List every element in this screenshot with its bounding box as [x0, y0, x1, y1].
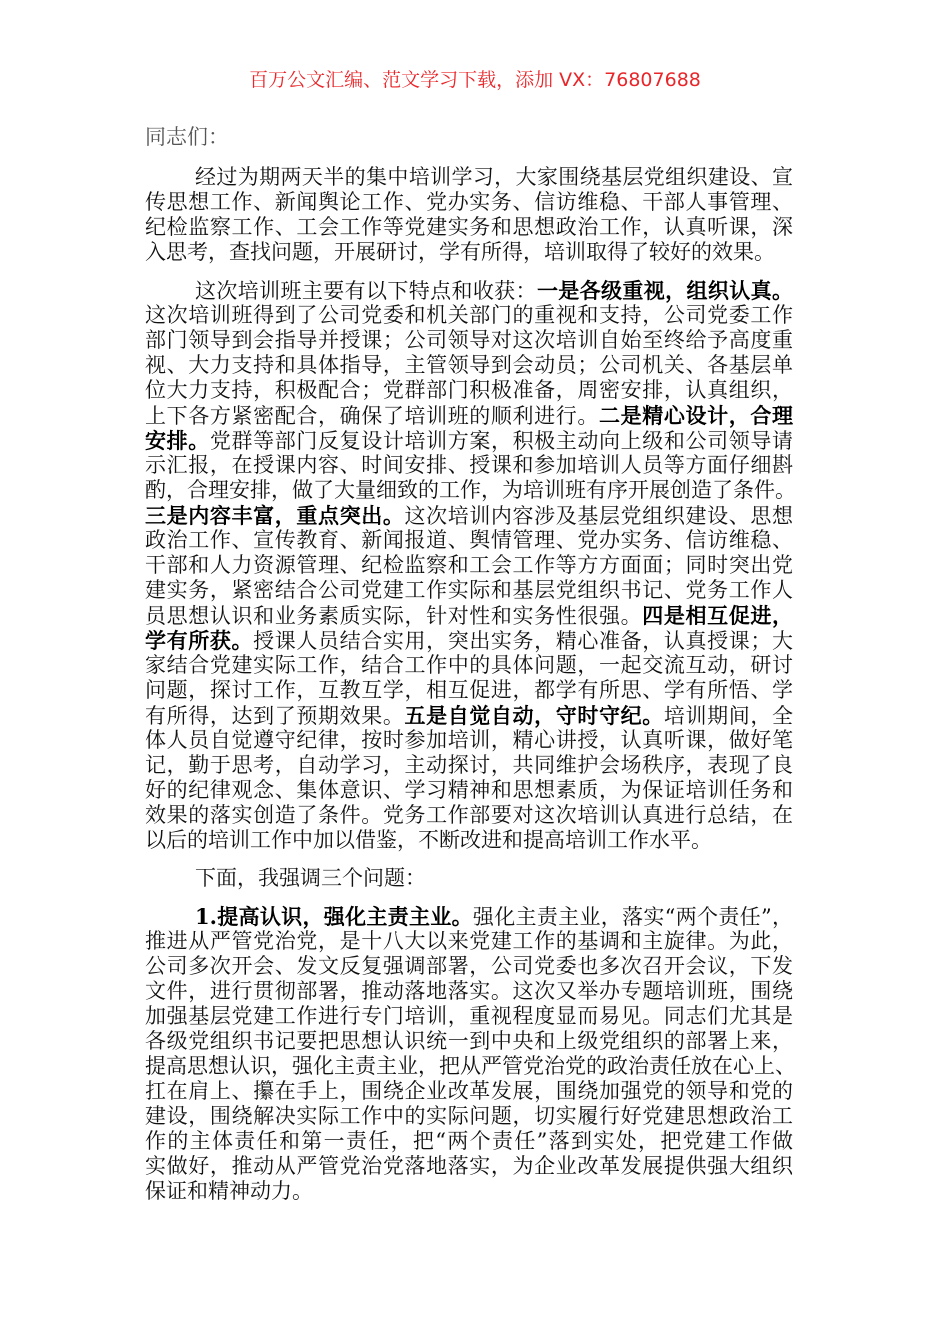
text-line [145, 190, 793, 215]
body-text: 公司多次开会、发文反复强调部署，公司党委也多次召开会议，下发 [145, 954, 793, 978]
body-text: 上下各方紧密配合，确保了培训班的顺利进行。 [145, 404, 600, 428]
text-line [145, 628, 793, 653]
body-text: 体人员自觉遵守纪律，按时参加培训，精心讲授，认真听课，做好笔 [145, 728, 793, 752]
text-line [145, 478, 796, 503]
body-text: 提高思想认识，强化主责主业，把从严管党治党的政治责任放在心上、 [145, 1054, 796, 1078]
body-text: 家结合党建实际工作，结合工作中的具体问题，一起交流互动，研讨 [145, 653, 793, 677]
body-text: 保证和精神动力。 [145, 1179, 313, 1203]
body-text: 入思考，查找问题，开展研讨，学有所得，培训取得了较好的效果。 [145, 240, 775, 264]
text-line [145, 1054, 796, 1079]
body-text: 这次培训班得到了公司党委和机关部门的重视和支持，公司党委工作 [145, 303, 793, 327]
text-line [145, 1179, 793, 1204]
text-line [145, 1004, 793, 1029]
text-line [145, 378, 793, 403]
text-line [145, 603, 793, 628]
body-text: 视、大力支持和具体指导，主管领导到会动员；公司机关、各基层单 [145, 353, 793, 377]
text-line [145, 528, 793, 553]
text-line [145, 125, 793, 150]
text-line [145, 328, 793, 353]
bold-heading-text: 安排。 [145, 428, 210, 453]
text-line [145, 428, 793, 453]
text-line [145, 904, 793, 929]
text-line [145, 578, 793, 603]
body-text: 培训期间，全 [663, 704, 794, 728]
text-line [145, 165, 793, 190]
text-line [145, 678, 793, 703]
text-line [145, 215, 793, 240]
body-text: 效果的落实创造了条件。党务工作部要对这次培训认真进行总结，在 [145, 803, 793, 827]
text-line [145, 303, 793, 328]
paragraph [145, 278, 796, 853]
body-text: 建设，围绕解决实际工作中的实际问题，切实履行好党建思想政治工 [145, 1104, 793, 1128]
text-line [145, 703, 793, 728]
body-text: 有所得，达到了预期效果。 [145, 704, 405, 728]
text-line [145, 653, 793, 678]
body-text: 员思想认识和业务素质实际，针对性和实务性很强。 [145, 604, 643, 628]
body-text: 各级党组织书记要把思想认识统一到中央和上级党组织的部署上来， [145, 1029, 793, 1053]
watermark-banner: 百万公文汇编、范文学习下载，添加 VX：76807688 [249, 69, 701, 91]
body-text: 酌，合理安排，做了大量细致的工作，为培训班有序开展创造了条件。 [145, 478, 796, 502]
text-line [145, 954, 793, 979]
text-line [145, 1079, 793, 1104]
text-line [145, 240, 793, 265]
bold-heading-text: 五是自觉自动，守时守纪。 [404, 703, 664, 728]
salutation [145, 125, 793, 150]
body-text: 部门领导到会指导并授课；公司领导对这次培训自始至终给予高度重 [145, 328, 793, 352]
body-text: 下面，我强调三个问题： [195, 866, 426, 890]
body-text: 政治工作、宣传教育、新闻报道、舆情管理、党办实务、信访维稳、 [145, 528, 793, 552]
text-line [145, 278, 793, 303]
text-line [145, 1104, 793, 1129]
body-text: 记，勤于思考，自动学习，主动探讨，共同维护会场秩序，表现了良 [145, 753, 793, 777]
body-text: 这次培训班主要有以下特点和收获： [195, 279, 537, 303]
text-line [145, 753, 793, 778]
body-text: 好的纪律观念、集体意识、学习精神和思想素质，为保证培训任务和 [145, 778, 793, 802]
bold-heading-text: 一是各级重视，组织认真。 [536, 278, 794, 303]
body-text: 传思想工作、新闻舆论工作、党办实务、信访维稳、干部人事管理、 [145, 190, 793, 214]
body-text: 党群等部门反复设计培训方案，积极主动向上级和公司领导请 [209, 429, 794, 453]
bold-heading-text: 学有所获。 [145, 628, 254, 653]
body-text: 推进从严管党治党，是十八大以来党建工作的基调和主旋律。为此， [145, 929, 793, 953]
text-line [145, 1029, 793, 1054]
text-line [145, 866, 793, 891]
bold-heading-text: 1.提高认识，强化主责主业。 [195, 904, 473, 929]
text-line [145, 803, 793, 828]
body-text: 作的主体责任和第一责任，把“两个责任”落到实处，把党建工作做 [145, 1129, 793, 1153]
text-line [145, 503, 793, 528]
text-line [145, 929, 793, 954]
body-text: 强化主责主业，落实“两个责任”， [472, 905, 793, 929]
body-text: 授课人员结合实用，突出实务，精心准备，认真授课；大 [253, 629, 794, 653]
text-line [145, 979, 793, 1004]
paragraph [145, 866, 793, 891]
text-line [145, 553, 793, 578]
paragraph [145, 904, 796, 1204]
text-line [145, 778, 793, 803]
body-text: 这次培训内容涉及基层党组织建设、思想 [404, 504, 794, 528]
document-body [145, 125, 796, 1217]
body-text: 问题，探讨工作，互教互学，相互促进，都学有所思、学有所悟、学 [145, 678, 793, 702]
bold-heading-text: 四是相互促进， [642, 603, 794, 628]
body-text: 文件，进行贯彻部署，推动落地落实。这次又举办专题培训班，围绕 [145, 979, 793, 1003]
body-text: 实做好，推动从严管党治党落地落实，为企业改革发展提供强大组织 [145, 1154, 793, 1178]
text-line [145, 728, 793, 753]
text-line [145, 1154, 793, 1179]
text-line [145, 828, 793, 853]
body-text: 经过为期两天半的集中培训学习，大家围绕基层党组织建设、宣 [195, 165, 793, 189]
body-text: 扛在肩上、攥在手上，围绕企业改革发展，围绕加强党的领导和党的 [145, 1079, 793, 1103]
body-text: 干部和人力资源管理、纪检监察和工会工作等方方面面；同时突出党 [145, 553, 793, 577]
paragraph [145, 165, 793, 265]
bold-heading-text: 二是精心设计，合理 [599, 403, 794, 428]
body-text: 以后的培训工作中加以借鉴，不断改进和提高培训工作水平。 [145, 828, 712, 852]
text-line [145, 453, 793, 478]
body-text: 加强基层党建工作进行专门培训，重视程度显而易见。同志们尤其是 [145, 1004, 793, 1028]
text-line [145, 1129, 793, 1154]
body-text: 纪检监察工作、工会工作等党建实务和思想政治工作，认真听课，深 [145, 215, 793, 239]
bold-heading-text: 三是内容丰富，重点突出。 [145, 503, 405, 528]
text-line [145, 403, 793, 428]
body-text: 位大力支持，积极配合；党群部门积极准备，周密安排，认真组织， [145, 378, 793, 402]
text-line [145, 353, 793, 378]
body-text: 示汇报，在授课内容、时间安排、授课和参加培训人员等方面仔细斟 [145, 453, 793, 477]
body-text: 同志们： [145, 125, 229, 149]
body-text: 建实务，紧密结合公司党建工作实际和基层党组织书记、党务工作人 [145, 578, 793, 602]
